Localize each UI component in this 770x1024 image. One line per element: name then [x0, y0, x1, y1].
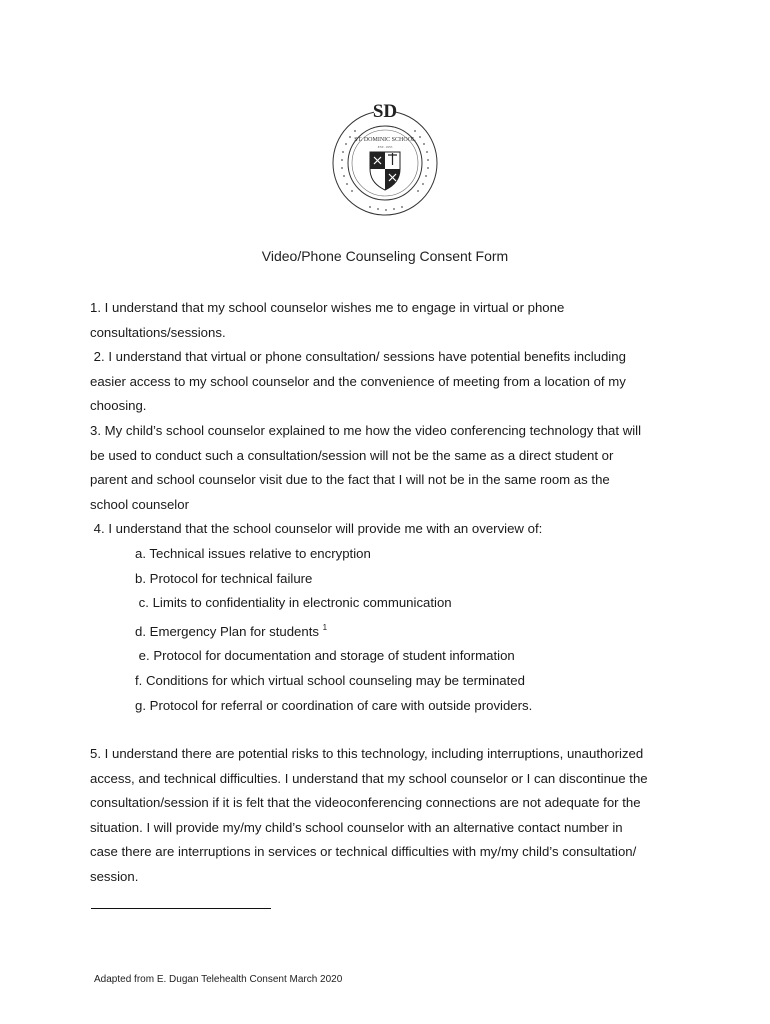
subitem-a: a. Technical issues relative to encryption	[135, 545, 371, 561]
item-2-line-3: choosing.	[90, 398, 147, 414]
item-1-line-2: consultations/sessions.	[90, 324, 226, 340]
item-3-line-3: parent and school counselor visit due to the fact that I will not be in the same room as the	[90, 472, 610, 488]
item-4-line-1: 4. I understand that the school counselor will provide me with an overview of:	[90, 521, 543, 537]
item-5-line-3: consultation/session if it is felt that the videoconferencing connections are not adequate for the	[90, 795, 641, 811]
item-5-line-1: 5. I understand there are potential risks to this technology, including interruptions, unauthorized	[90, 746, 644, 762]
footnote-divider	[91, 908, 271, 909]
item-5-line-6: session.	[90, 869, 139, 885]
item-5-line-2: access, and technical difficulties. I understand that my school counselor or I can discontinue the	[90, 770, 648, 786]
item-5-line-5: case there are interruptions in services or technical difficulties with my/my child’s consultation/	[90, 844, 637, 860]
item-3-line-2: be used to conduct such a consultation/session will not be the same as a direct student or	[90, 447, 614, 463]
subitem-d-text: d. Emergency Plan for students	[135, 623, 323, 639]
item-5-line-4: situation. I will provide my/my child’s school counselor with an alternative contact number in	[90, 819, 623, 835]
subitem-c: c. Limits to confidentiality in electronic communication	[135, 595, 452, 611]
item-2-line-1: 2. I understand that virtual or phone consultation/ sessions have potential benefits including	[90, 349, 626, 365]
form-title: Video/Phone Counseling Consent Form	[261, 248, 509, 264]
subitem-f: f. Conditions for which virtual school counseling may be terminated	[135, 672, 525, 688]
item-3-line-1: 3. My child’s school counselor explained to me how the video conferencing technology that will	[90, 422, 642, 438]
seal-monogram: SD	[372, 101, 398, 122]
subitem-g: g. Protocol for referral or coordination of care with outside providers.	[135, 697, 533, 713]
item-1-line-1: 1. I understand that my school counselor wishes me to engage in virtual or phone	[90, 300, 565, 315]
footnote-marker: 1	[322, 622, 328, 632]
seal-established: EST. 1955	[377, 145, 393, 149]
school-seal-logo	[330, 97, 440, 219]
item-3-line-4: school counselor	[90, 496, 189, 512]
consent-body	[90, 296, 690, 890]
footnote-text: Adapted from E. Dugan Telehealth Consent March 2020	[94, 974, 343, 985]
subitem-e: e. Protocol for documentation and storage of student information	[135, 648, 515, 664]
item-2-line-2: easier access to my school counselor and the convenience of meeting from a location of my	[90, 373, 626, 389]
subitem-b: b. Protocol for technical failure	[135, 570, 313, 586]
subitem-d	[90, 616, 690, 645]
seal-school-name: ST. DOMINIC SCHOOL	[354, 137, 416, 143]
